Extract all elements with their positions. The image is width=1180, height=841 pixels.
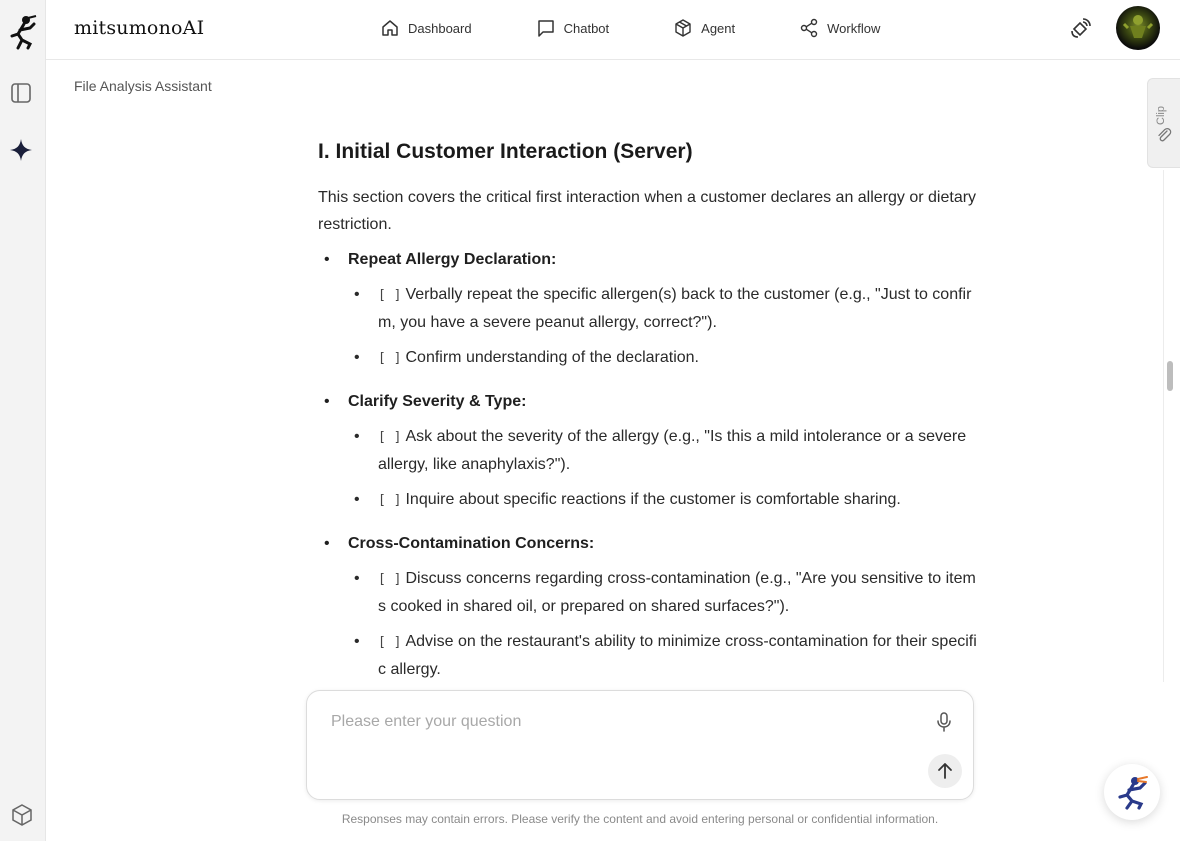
section-intro: This section covers the critical first interaction when a customer declares an allergy or dietary restriction. (318, 189, 977, 233)
checklist-item-text: Inquire about specific reactions if the customer is comfortable sharing. (405, 491, 901, 508)
satellite-icon[interactable] (1068, 17, 1092, 41)
sparkle-icon[interactable] (9, 138, 33, 162)
brand-name[interactable]: mitsumonoAI (74, 17, 205, 39)
package-icon (673, 18, 693, 38)
checklist-item-text: Advise on the restaurant's ability to minimize cross-contamination for their specific allergy. (378, 633, 977, 678)
checklist-item (318, 628, 978, 683)
section-heading: I. Initial Customer Interaction (Server) (318, 140, 693, 163)
question-input[interactable] (331, 713, 911, 743)
response-content (318, 140, 978, 699)
ninja-logo-icon[interactable] (6, 14, 38, 50)
group-title: • Clarify Severity & Type: (318, 388, 978, 415)
checklist-item (318, 281, 978, 336)
checklist-item-text: Confirm understanding of the declaration. (405, 349, 699, 366)
microphone-icon[interactable] (933, 711, 955, 733)
left-rail (0, 0, 46, 841)
top-bar (46, 0, 1180, 60)
checklist-item (318, 423, 978, 478)
checklist-item (318, 565, 978, 620)
chat-bubble-icon (536, 18, 556, 38)
chat-composer (306, 690, 974, 800)
user-avatar[interactable] (1116, 6, 1160, 50)
nav-dashboard-label: Dashboard (408, 20, 472, 36)
checkbox-marker: [ ] (378, 572, 402, 587)
checklist-item-text: Discuss concerns regarding cross-contamination (e.g., "Are you sensitive to items cooked in shared oil, or prepared on shared surfaces?"). (378, 570, 976, 615)
home-icon (380, 18, 400, 38)
clip-label: Clip (1155, 106, 1167, 125)
nav-agent-label: Agent (701, 20, 736, 36)
arrow-up-icon (935, 761, 955, 781)
nav-agent[interactable] (673, 17, 735, 39)
paperclip-icon (1156, 127, 1172, 143)
group-title: • Repeat Allergy Declaration: (318, 246, 978, 273)
share-nodes-icon (799, 18, 819, 38)
assistant-fab[interactable] (1104, 764, 1160, 820)
sidebar-toggle-icon[interactable] (10, 82, 32, 104)
checklist-group (318, 388, 978, 514)
checkbox-marker: [ ] (378, 635, 402, 650)
group-title: • Cross-Contamination Concerns: (318, 530, 978, 557)
nav-chatbot[interactable] (536, 17, 610, 39)
checklist-item-text: Verbally repeat the specific allergen(s) back to the customer (e.g., "Just to confirm, you have a severe peanut allergy, correct?"). (378, 286, 972, 331)
disclaimer-text: Responses may contain errors. Please verify the content and avoid entering personal or confidential information. (341, 812, 939, 826)
avatar-figure-icon (1116, 6, 1160, 50)
cube-icon[interactable] (10, 803, 34, 827)
checklist-item-text: Ask about the severity of the allergy (e.g., "Is this a mild intolerance or a severe allergy, like anaphylaxis?"). (378, 428, 967, 473)
checkbox-marker: [ ] (378, 288, 402, 303)
checklist-group (318, 530, 978, 683)
nav-workflow[interactable] (799, 17, 880, 39)
nav-workflow-label: Workflow (827, 20, 881, 36)
nav-dashboard[interactable] (380, 17, 472, 39)
checkbox-marker: [ ] (378, 493, 402, 508)
send-button[interactable] (928, 754, 962, 788)
checklist-item (318, 486, 978, 514)
ninja-mascot-icon (1113, 773, 1151, 811)
nav-chatbot-label: Chatbot (563, 20, 610, 36)
breadcrumb: File Analysis Assistant (74, 78, 212, 94)
checkbox-marker: [ ] (378, 430, 402, 445)
checkbox-marker: [ ] (378, 351, 402, 366)
scrollbar-track[interactable] (1163, 170, 1173, 682)
scrollbar-thumb[interactable] (1167, 361, 1173, 391)
main-nav (380, 17, 880, 39)
clip-tab[interactable] (1147, 78, 1180, 168)
checklist-group (318, 246, 978, 372)
checklist-item (318, 344, 978, 372)
